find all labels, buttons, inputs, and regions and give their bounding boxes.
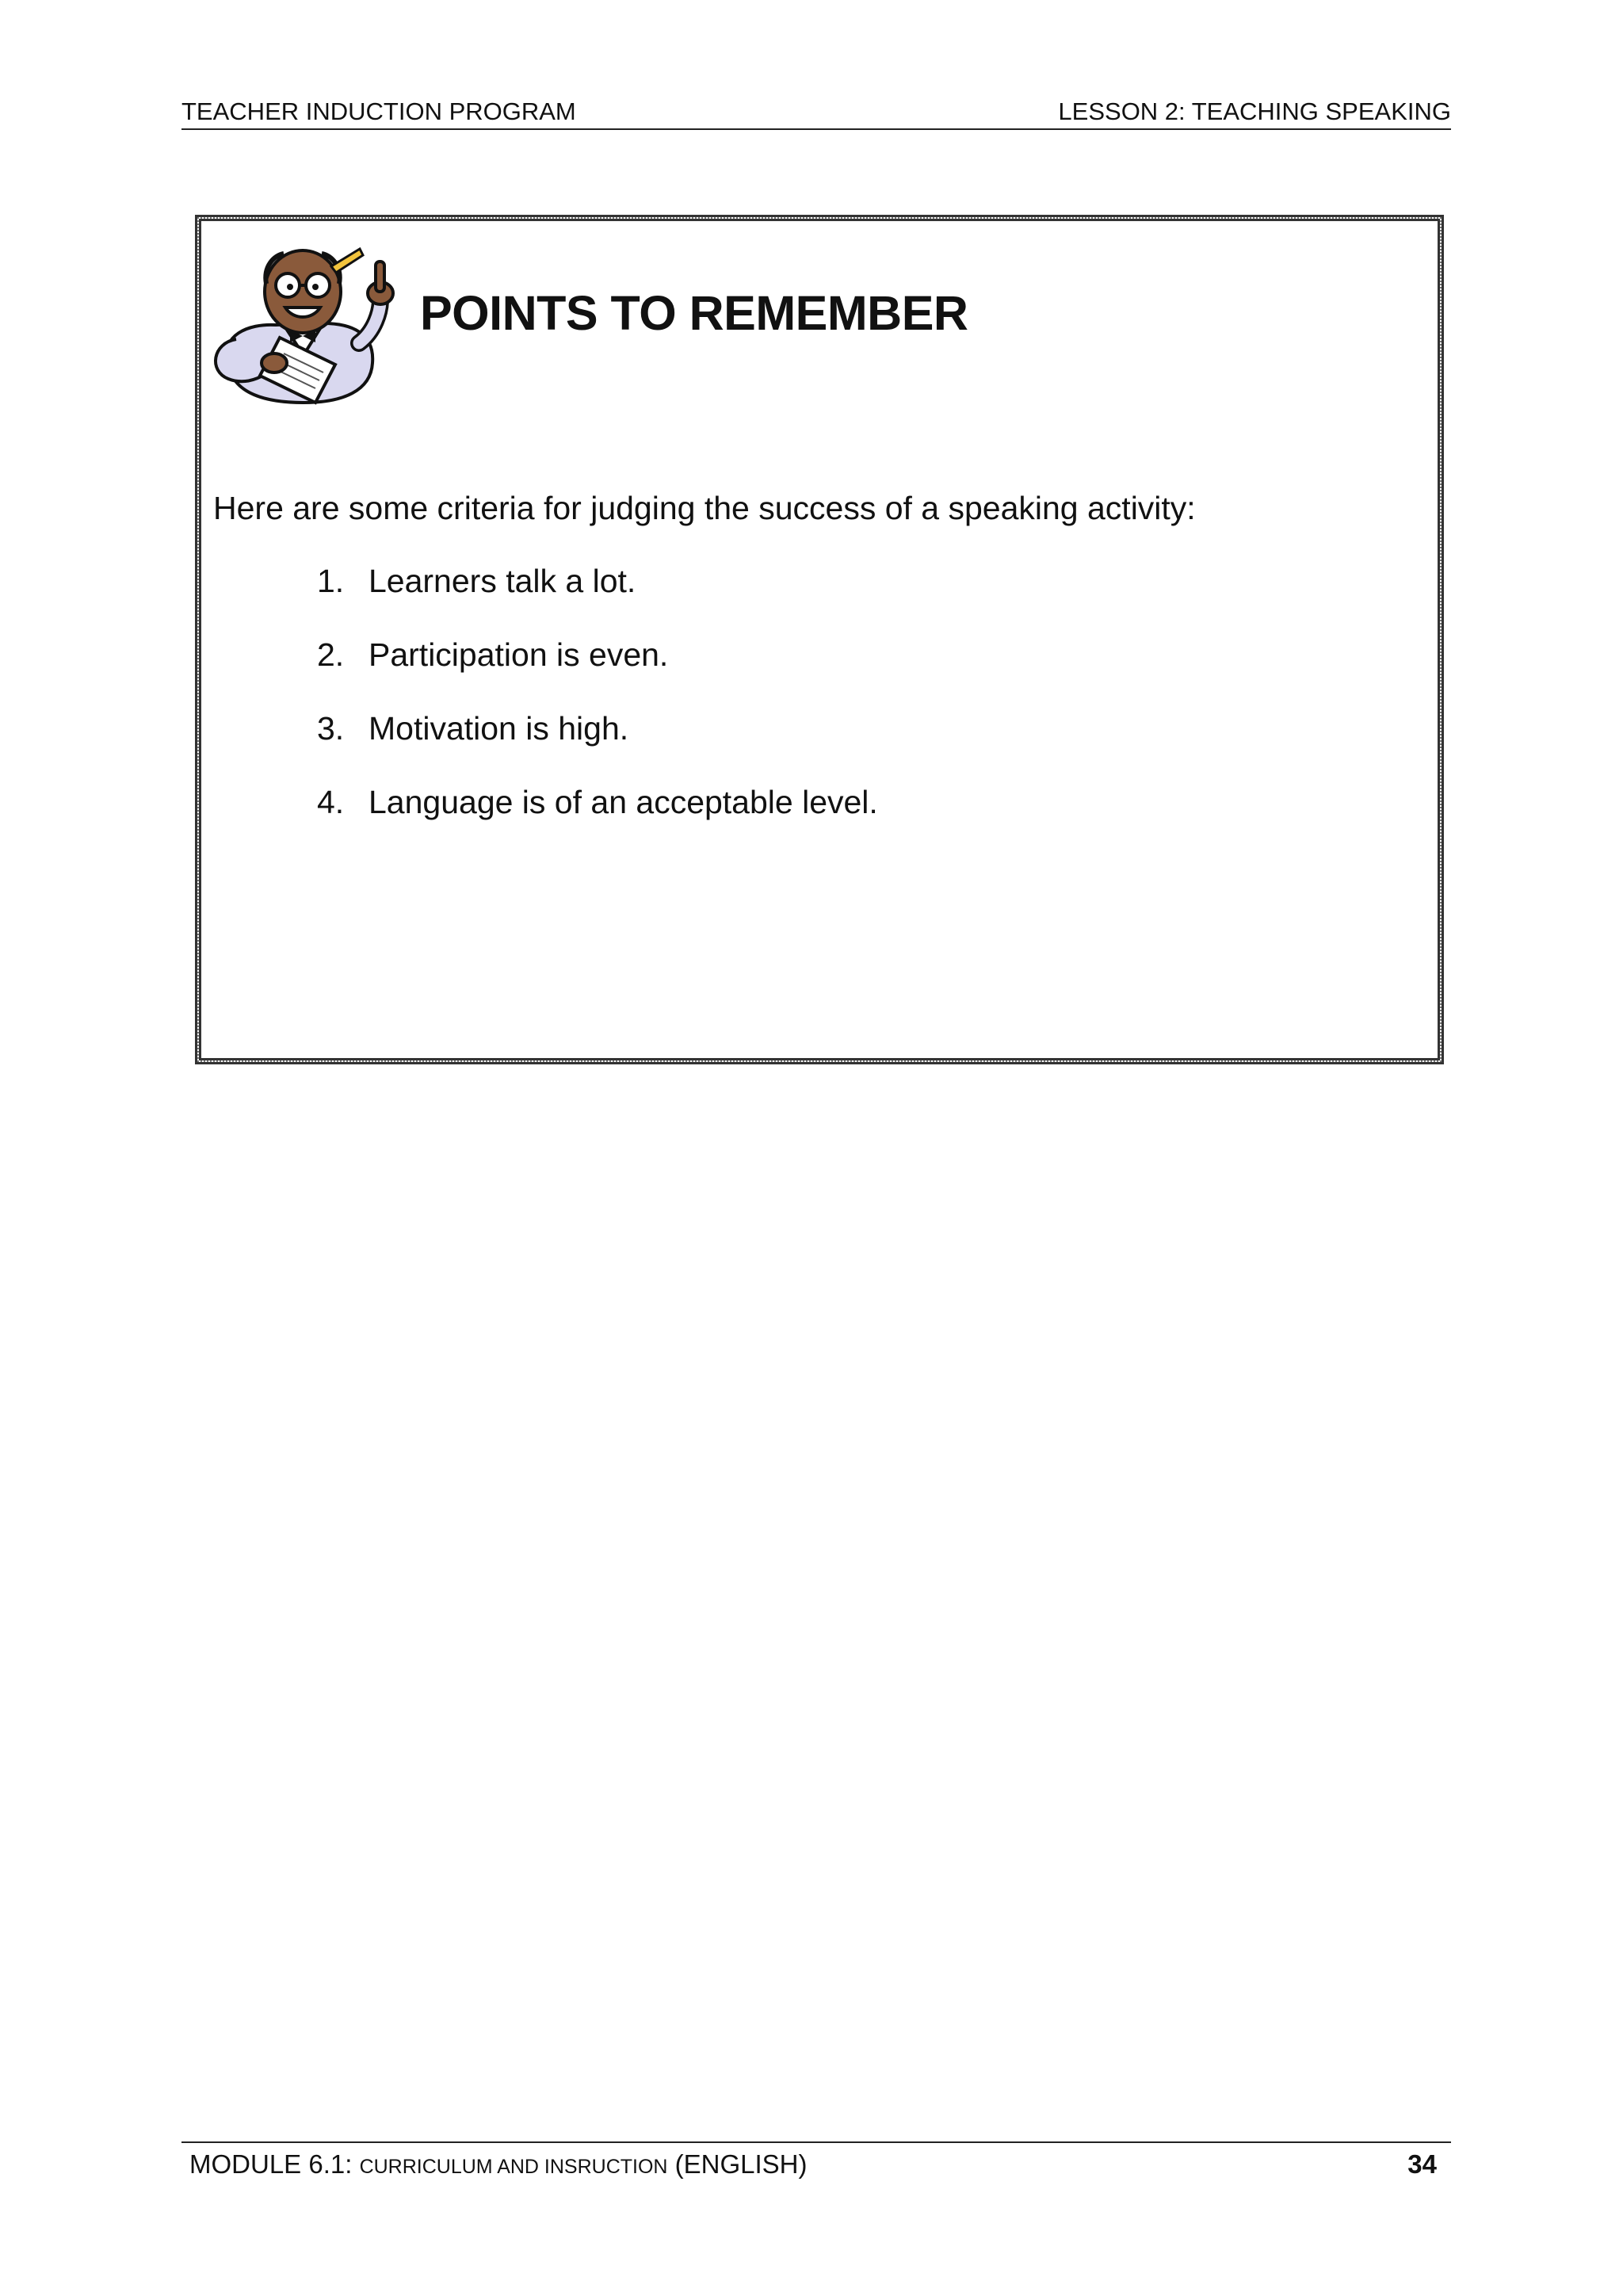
page-footer [181,2141,1451,2181]
criteria-intro: Here are some criteria for judging the success of a speaking activity: [213,490,1196,526]
teacher-with-clipboard-icon [204,244,403,409]
list-item-text: Learners talk a lot. [369,563,636,599]
list-item-number: 1. [317,563,345,599]
list-item-text: Language is of an acceptable level. [369,784,878,820]
list-item-number: 2. [317,636,345,673]
list-item-text: Participation is even. [369,636,669,673]
footer-module-prefix: MODULE 6.1: [189,2149,360,2179]
footer-module-subject: CURRICULUM AND INSRUCTION [359,2156,668,2178]
header-lesson-title: LESSON 2: TEACHING SPEAKING [1058,97,1451,125]
list-item-number: 3. [317,710,345,747]
list-item-text: Motivation is high. [369,710,629,747]
page-header [181,95,1451,130]
footer-module-suffix: (ENGLISH) [667,2149,808,2179]
header-program-title: TEACHER INDUCTION PROGRAM [181,97,576,125]
page-number: 34 [1407,2149,1437,2179]
footer-module-title [189,2146,808,2185]
list-item-number: 4. [317,784,345,820]
box-title: POINTS TO REMEMBER [420,286,968,340]
